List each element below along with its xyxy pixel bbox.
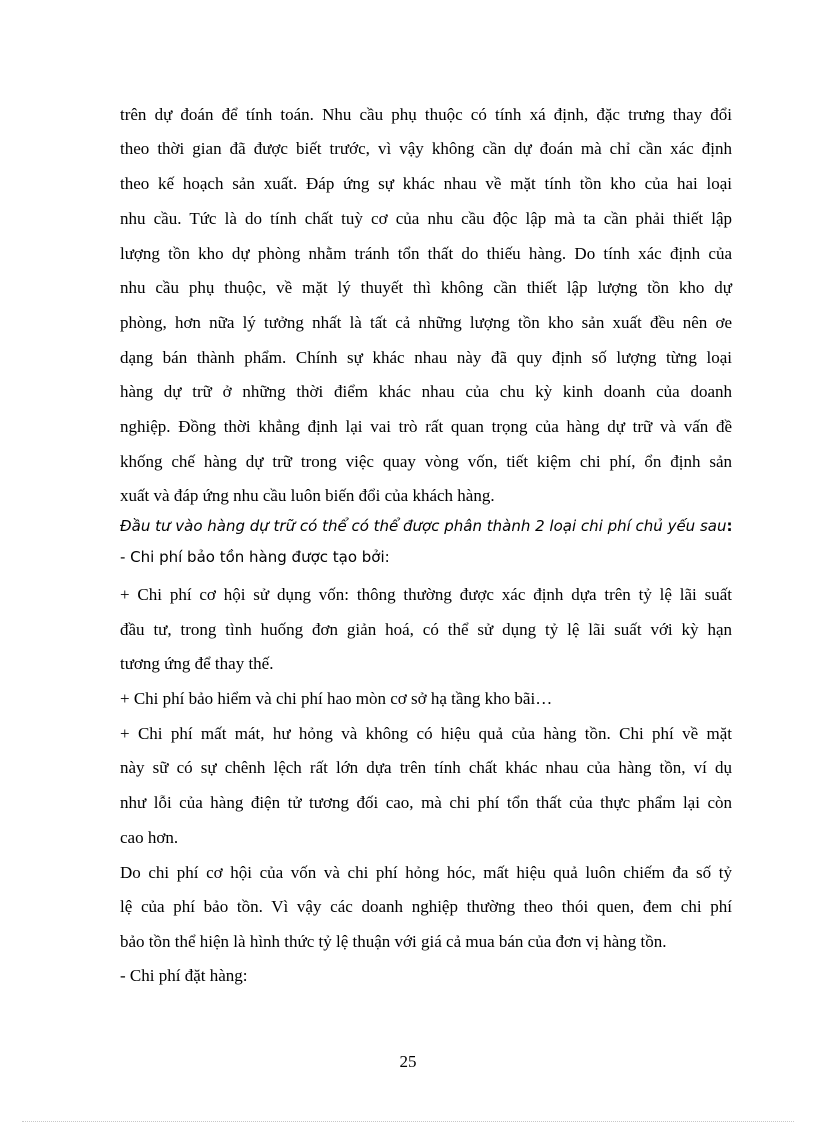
footer-divider	[22, 1121, 794, 1122]
paragraph-line: theo thời gian đã được biết trước, vì vậy không cần dự đoán mà chỉ cần xác định	[120, 139, 732, 158]
paragraph-line: + Chi phí bảo hiểm và chi phí hao mòn cơ sở hạ tầng kho bãi…	[120, 689, 553, 708]
italic-heading	[120, 514, 732, 538]
page-number: 25	[399, 1052, 417, 1071]
paragraph-line: nghiệp. Đồng thời khẳng định lại vai trò rất quan trọng của hàng dự trữ và vấn đề	[120, 417, 732, 436]
paragraph-line: Do chi phí cơ hội của vốn và chi phí hỏng hóc, mất hiệu quả luôn chiếm đa số tỷ	[120, 863, 732, 882]
paragraph-line: + Chi phí mất mát, hư hỏng và không có hiệu quả của hàng tồn. Chi phí về mặt	[120, 724, 732, 743]
paragraph-line: nhu cầu phụ thuộc, về mặt lý thuyết thì không cần thiết lập lượng tồn kho dự	[120, 278, 732, 297]
paragraph-line: xuất và đáp ứng nhu cầu luôn biến đổi của khách hàng.	[120, 486, 495, 505]
bullet-heading: - Chi phí bảo tồn hàng được tạo bởi:	[120, 548, 390, 566]
italic-heading-colon: :	[726, 517, 733, 535]
paragraph-line: tương ứng để thay thế.	[120, 654, 274, 673]
bullet-heading: - Chi phí đặt hàng:	[120, 966, 248, 985]
paragraph-line: đầu tư, trong tình huống đơn giản hoá, có thể sử dụng tỷ lệ lãi suất với kỳ hạn	[120, 620, 732, 639]
paragraph-line: nhu cầu. Tức là do tính chất tuỳ cơ của nhu cầu độc lập mà ta cần phải thiết lập	[120, 209, 732, 228]
paragraph-line: theo kế hoạch sản xuất. Đáp ứng sự khác nhau về mặt tính tồn kho của hai loại	[120, 174, 732, 193]
paragraph-line: + Chi phí cơ hội sử dụng vốn: thông thường được xác định dựa trên tỷ lệ lãi suất	[120, 585, 732, 604]
paragraph-line: trên dự đoán để tính toán. Nhu cầu phụ thuộc có tính xá định, đặc trưng thay đổi	[120, 105, 732, 124]
paragraph-line: hàng dự trữ ở những thời điểm khác nhau của chu kỳ kinh doanh của doanh	[120, 382, 732, 401]
paragraph-line: bảo tồn thể hiện là hình thức tỷ lệ thuận với giá cả mua bán của đơn vị hàng tồn.	[120, 932, 667, 951]
paragraph-line: dạng bán thành phẩm. Chính sự khác nhau này đã quy định số lượng từng loại	[120, 348, 732, 367]
paragraph-line: như lỗi của hàng điện tử tương đối cao, mà chi phí tổn thất của thực phẩm lại còn	[120, 793, 732, 812]
paragraph-line: khống chế hàng dự trữ trong việc quay vòng vốn, tiết kiệm chi phí, ổn định sản	[120, 452, 732, 471]
paragraph-line: phòng, hơn nữa lý tưởng nhất là tất cả những lượng tồn kho sản xuất đều nên ơe	[120, 313, 732, 332]
paragraph-line: lệ của phí bảo tồn. Vì vậy các doanh nghiệp thường theo thói quen, đem chi phí	[120, 897, 732, 916]
paragraph-line: cao hơn.	[120, 828, 179, 847]
paragraph-line: lượng tồn kho dự phòng nhằm tránh tổn thất do thiếu hàng. Do tính xác định của	[120, 244, 732, 263]
italic-heading-text: Đầu tư vào hàng dự trữ có thể có thể được phân thành 2 loại chi phí chủ yếu sau	[120, 517, 727, 535]
paragraph-line: này sữ có sự chênh lệch rất lớn dựa trên tính chất khác nhau của hàng tồn, ví dụ	[120, 758, 732, 777]
